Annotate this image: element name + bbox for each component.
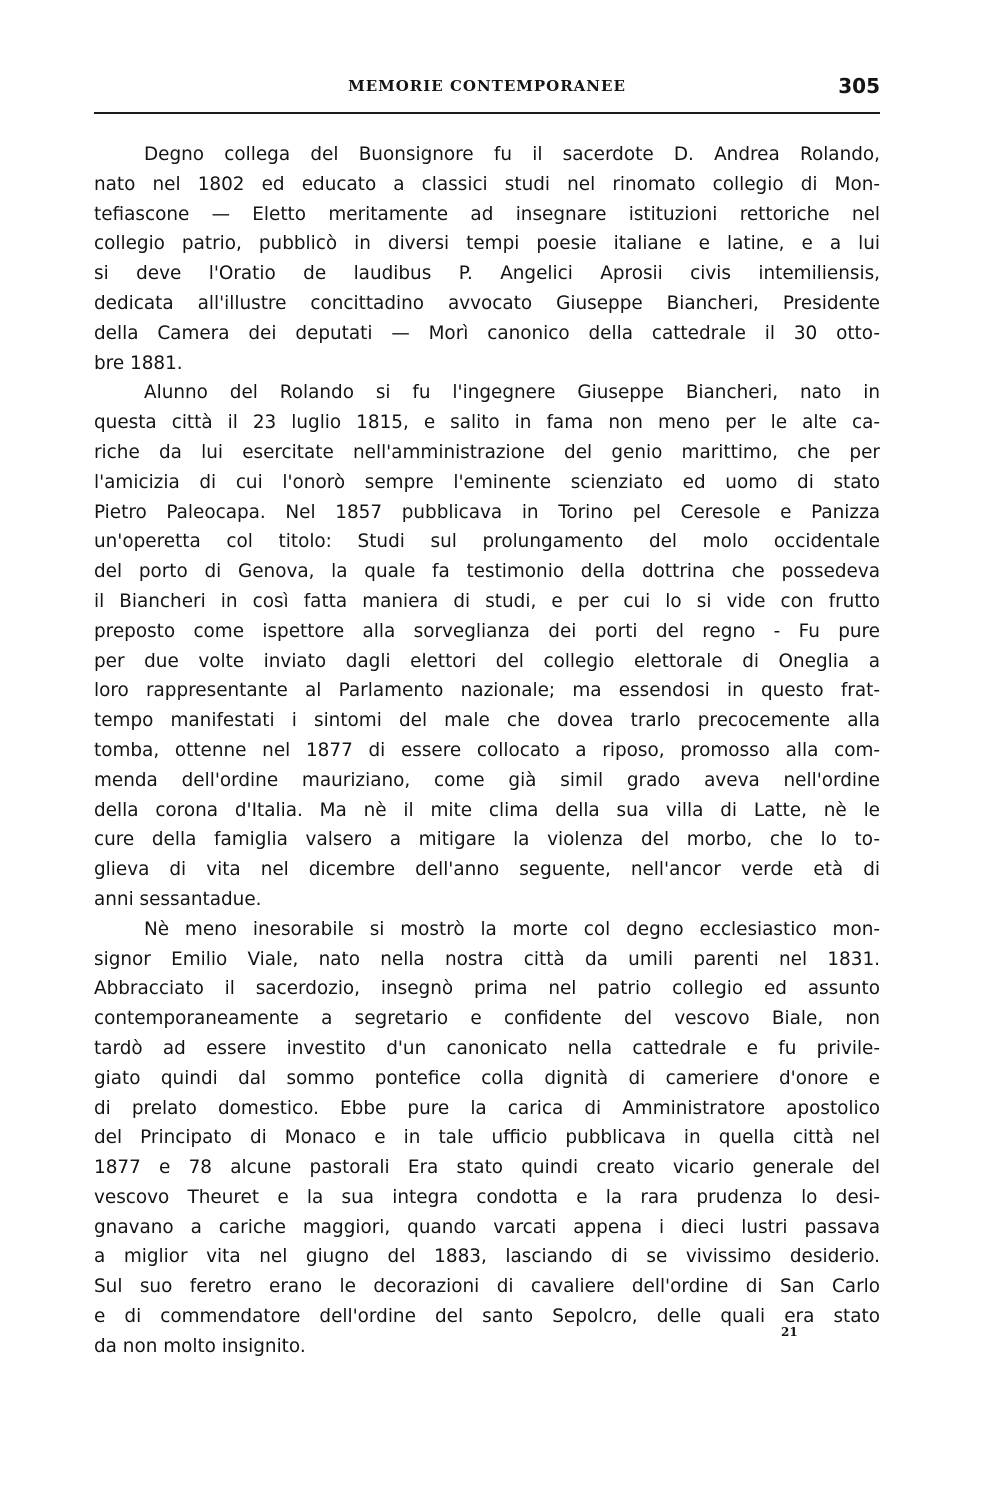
text-line: da non molto insignito. — [94, 1335, 306, 1357]
text-line: glieva di vita nel dicembre dell'anno seguente, nell'ancor verde età di — [94, 859, 880, 881]
text-line: del Principato di Monaco e in tale ufficio pubblicava in quella città nel — [94, 1127, 880, 1149]
running-head — [94, 74, 880, 102]
text-line: giato quindi dal sommo pontefice colla dignità di cameriere d'onore e — [94, 1067, 880, 1089]
text-line: collegio patrio, pubblicò in diversi tempi poesie italiane e latine, e a lui — [94, 233, 880, 255]
text-line: Nè meno inesorabile si mostrò la morte col degno ecclesiastico mon- — [144, 918, 880, 940]
text-line: a miglior vita nel giugno del 1883, lasciando di se vivissimo desiderio. — [94, 1246, 880, 1268]
text-line: Pietro Paleocapa. Nel 1857 pubblicava in Torino pel Ceresole e Panizza — [94, 501, 880, 523]
running-title: MEMORIE CONTEMPORANEE — [348, 77, 626, 95]
text-line: dedicata all'illustre concittadino avvocato Giuseppe Biancheri, Presidente — [94, 292, 880, 314]
text-line: questa città il 23 luglio 1815, e salito in fama non meno per le alte ca- — [94, 412, 880, 434]
text-line: tomba, ottenne nel 1877 di essere collocato a riposo, promosso alla com- — [94, 739, 880, 761]
text-line: il Biancheri in così fatta maniera di studi, e per cui lo si vide con frutto — [94, 590, 880, 612]
text-line: un'operetta col titolo: Studi sul prolungamento del molo occidentale — [94, 531, 880, 553]
body-text — [94, 140, 880, 1362]
text-line: per due volte inviato dagli elettori del collegio elettorale di Oneglia a — [94, 650, 880, 672]
header-rule — [94, 112, 880, 114]
signature-mark: 21 — [781, 1325, 798, 1339]
text-line: Alunno del Rolando si fu l'ingegnere Giuseppe Biancheri, nato in — [144, 382, 880, 404]
text-line: menda dell'ordine mauriziano, come già simil grado aveva nell'ordine — [94, 769, 880, 791]
text-line: tempo manifestati i sintomi del male che dovea trarlo precocemente alla — [94, 710, 880, 732]
text-line: della corona d'Italia. Ma nè il mite clima della sua villa di Latte, nè le — [94, 799, 880, 821]
text-line: di prelato domestico. Ebbe pure la carica di Amministratore apostolico — [94, 1097, 880, 1119]
text-line: Abbracciato il sacerdozio, insegnò prima nel patrio collegio ed assunto — [94, 978, 880, 1000]
text-line: loro rappresentante al Parlamento nazionale; ma essendosi in questo frat- — [94, 680, 880, 702]
text-line: Degno collega del Buonsignore fu il sacerdote D. Andrea Rolando, — [144, 144, 880, 165]
text-line: tardò ad essere investito d'un canonicato nella cattedrale e fu privile- — [94, 1037, 880, 1059]
text-line: gnavano a cariche maggiori, quando varcati appena i dieci lustri passava — [94, 1216, 880, 1238]
text-line: preposto come ispettore alla sorveglianza dei porti del regno - Fu pure — [94, 620, 880, 642]
text-line: Sul suo feretro erano le decorazioni di cavaliere dell'ordine di San Carlo — [94, 1276, 880, 1298]
text-line: si deve l'Oratio de laudibus P. Angelici Aprosii civis intemiliensis, — [94, 263, 880, 285]
text-line: tefiascone — Eletto meritamente ad insegnare istituzioni rettoriche nel — [94, 203, 880, 225]
page-number: 305 — [838, 74, 880, 98]
text-line: nato nel 1802 ed educato a classici studi nel rinomato collegio di Mon- — [94, 173, 880, 195]
text-line: contemporaneamente a segretario e confidente del vescovo Biale, non — [94, 1008, 880, 1030]
text-line: riche da lui esercitate nell'amministrazione del genio marittimo, che per — [94, 441, 880, 463]
text-line: e di commendatore dell'ordine del santo Sepolcro, delle quali era stato — [94, 1306, 880, 1328]
text-line: anni sessantadue. — [94, 888, 262, 910]
text-line: l'amicizia di cui l'onorò sempre l'eminente scienziato ed uomo di stato — [94, 471, 880, 493]
text-line: signor Emilio Viale, nato nella nostra città da umili parenti nel 1831. — [94, 948, 880, 970]
text-line: del porto di Genova, la quale fa testimonio della dottrina che possedeva — [94, 561, 880, 583]
text-line: della Camera dei deputati — Morì canonico della cattedrale il 30 otto- — [94, 322, 880, 344]
text-line: vescovo Theuret e la sua integra condotta e la rara prudenza lo desi- — [94, 1186, 880, 1208]
text-line: 1877 e 78 alcune pastorali Era stato quindi creato vicario generale del — [94, 1157, 880, 1179]
text-line: cure della famiglia valsero a mitigare la violenza del morbo, che lo to- — [94, 829, 880, 851]
text-line: bre 1881. — [94, 352, 183, 374]
